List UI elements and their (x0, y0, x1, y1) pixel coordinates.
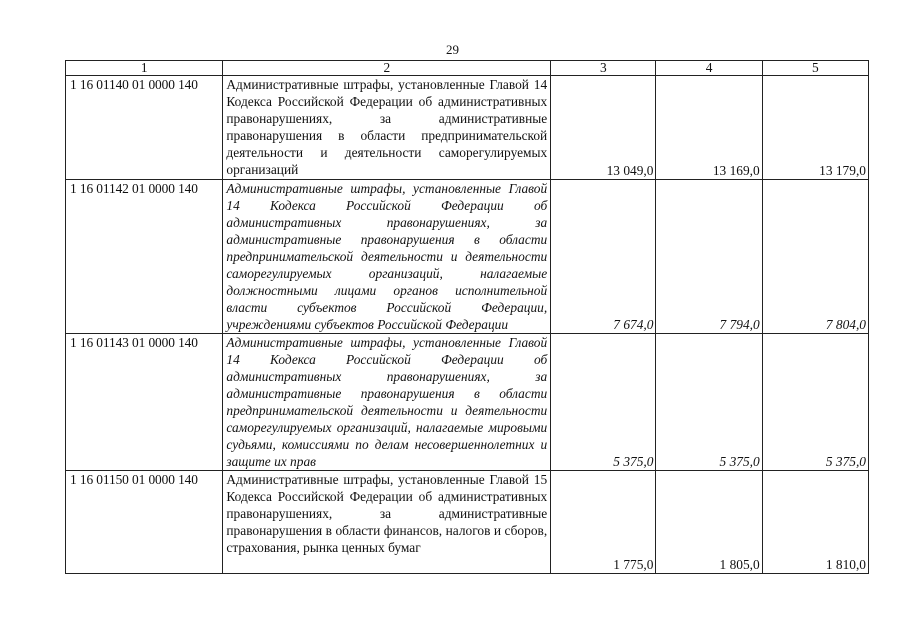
table-header-row (66, 61, 869, 76)
row-code: 1 16 01150 01 0000 140 (66, 471, 223, 574)
column-header-5: 5 (762, 61, 868, 76)
row-description: Административные штрафы, установленные Главой 14 Кодекса Российской Федерации об административных правонарушениях, за административные правонарушения в области предпринимательской деятельности и деятельности саморегулируемых организаций (223, 76, 551, 180)
row-value-col3: 7 674,0 (551, 180, 656, 334)
column-header-2: 2 (223, 61, 551, 76)
column-header-3: 3 (551, 61, 656, 76)
row-value-col5: 13 179,0 (762, 76, 868, 180)
row-code: 1 16 01140 01 0000 140 (66, 76, 223, 180)
column-header-1: 1 (66, 61, 223, 76)
row-value-col3: 5 375,0 (551, 334, 656, 471)
table-row (66, 76, 869, 180)
row-code: 1 16 01142 01 0000 140 (66, 180, 223, 334)
row-description: Административные штрафы, установленные Главой 14 Кодекса Российской Федерации об административных правонарушениях, за административные правонарушения в области предпринимательской деятельности и деятельности саморегулируемых организаций, налагаемые должностными лицами органов исполнительной власти субъектов Российской Федерации, учреждениями субъектов Российской Федерации (223, 180, 551, 334)
row-code: 1 16 01143 01 0000 140 (66, 334, 223, 471)
row-value-col5: 7 804,0 (762, 180, 868, 334)
table-row (66, 180, 869, 334)
table-row (66, 471, 869, 574)
row-description: Административные штрафы, установленные Главой 15 Кодекса Российской Федерации об административных правонарушениях, за административные правонарушения в области финансов, налогов и сборов, страхования, рынка ценных бумаг (223, 471, 551, 574)
row-value-col4: 13 169,0 (656, 76, 762, 180)
column-header-4: 4 (656, 61, 762, 76)
row-value-col4: 7 794,0 (656, 180, 762, 334)
row-value-col4: 1 805,0 (656, 471, 762, 574)
row-value-col5: 1 810,0 (762, 471, 868, 574)
row-description: Административные штрафы, установленные Главой 14 Кодекса Российской Федерации об административных правонарушениях, за административные правонарушения в области предпринимательской деятельности и деятельности саморегулируемых организаций, налагаемые мировыми судьями, комиссиями по делам несовершеннолетних и защите их прав (223, 334, 551, 471)
table-row (66, 334, 869, 471)
row-value-col4: 5 375,0 (656, 334, 762, 471)
budget-table (65, 60, 869, 574)
row-value-col5: 5 375,0 (762, 334, 868, 471)
row-value-col3: 13 049,0 (551, 76, 656, 180)
page-number: 29 (446, 42, 459, 57)
row-value-col3: 1 775,0 (551, 471, 656, 574)
